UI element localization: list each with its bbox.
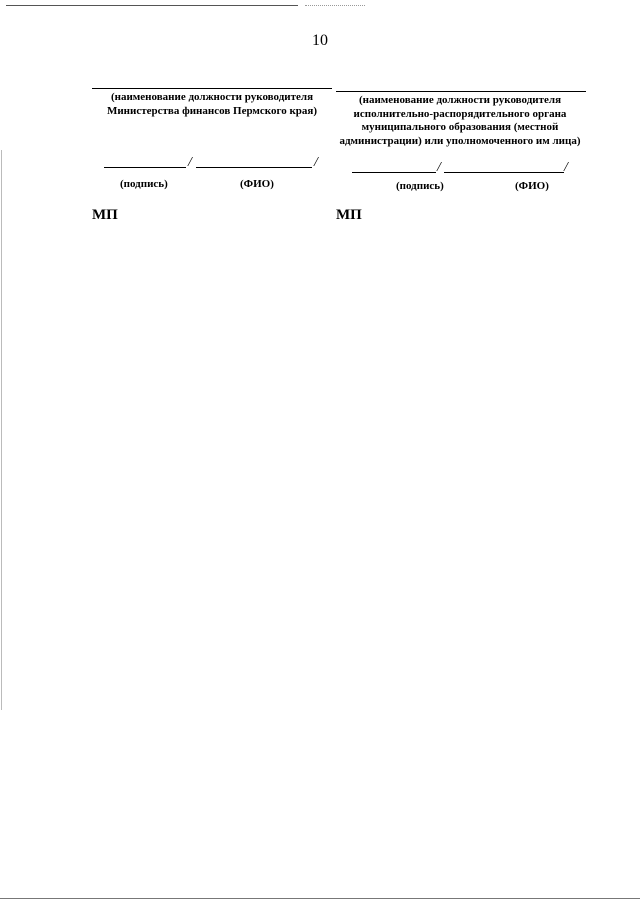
right-position-line xyxy=(336,91,586,92)
left-slash-2: / xyxy=(314,155,318,170)
scan-edge-top-dotted xyxy=(305,5,365,6)
right-signature-label: (подпись) xyxy=(396,180,444,192)
left-slash-1: / xyxy=(188,155,192,170)
left-stamp-place: МП xyxy=(92,207,118,223)
left-name-label: (ФИО) xyxy=(240,178,274,190)
right-position-caption xyxy=(332,94,588,148)
right-name-line xyxy=(444,172,564,173)
scan-edge-bottom xyxy=(0,898,640,899)
right-caption-line-1: (наименование должности руководителя xyxy=(358,94,562,106)
right-stamp-place: МП xyxy=(336,207,362,223)
left-signature-label: (подпись) xyxy=(120,178,168,190)
left-position-line xyxy=(92,88,332,89)
left-signature-line xyxy=(104,167,186,168)
left-position-caption xyxy=(92,91,332,118)
right-caption-line-3: муниципального образования (местной xyxy=(361,121,559,133)
right-signature-line xyxy=(352,172,436,173)
right-caption-line-4: администрации) или уполномоченного им лица) xyxy=(339,134,581,147)
page-number: 10 xyxy=(312,32,328,49)
scan-edge-left xyxy=(1,150,2,710)
right-name-label: (ФИО) xyxy=(515,180,549,192)
scan-edge-top xyxy=(6,5,298,6)
left-caption-line-2: Министерства финансов Пермского края) xyxy=(106,104,318,117)
left-name-line xyxy=(196,167,312,168)
right-caption-line-2: исполнительно-распорядительного органа xyxy=(353,107,567,120)
right-slash-2: / xyxy=(564,160,568,175)
left-caption-line-1: (наименование должности руководителя xyxy=(110,91,314,103)
right-slash-1: / xyxy=(437,160,441,175)
